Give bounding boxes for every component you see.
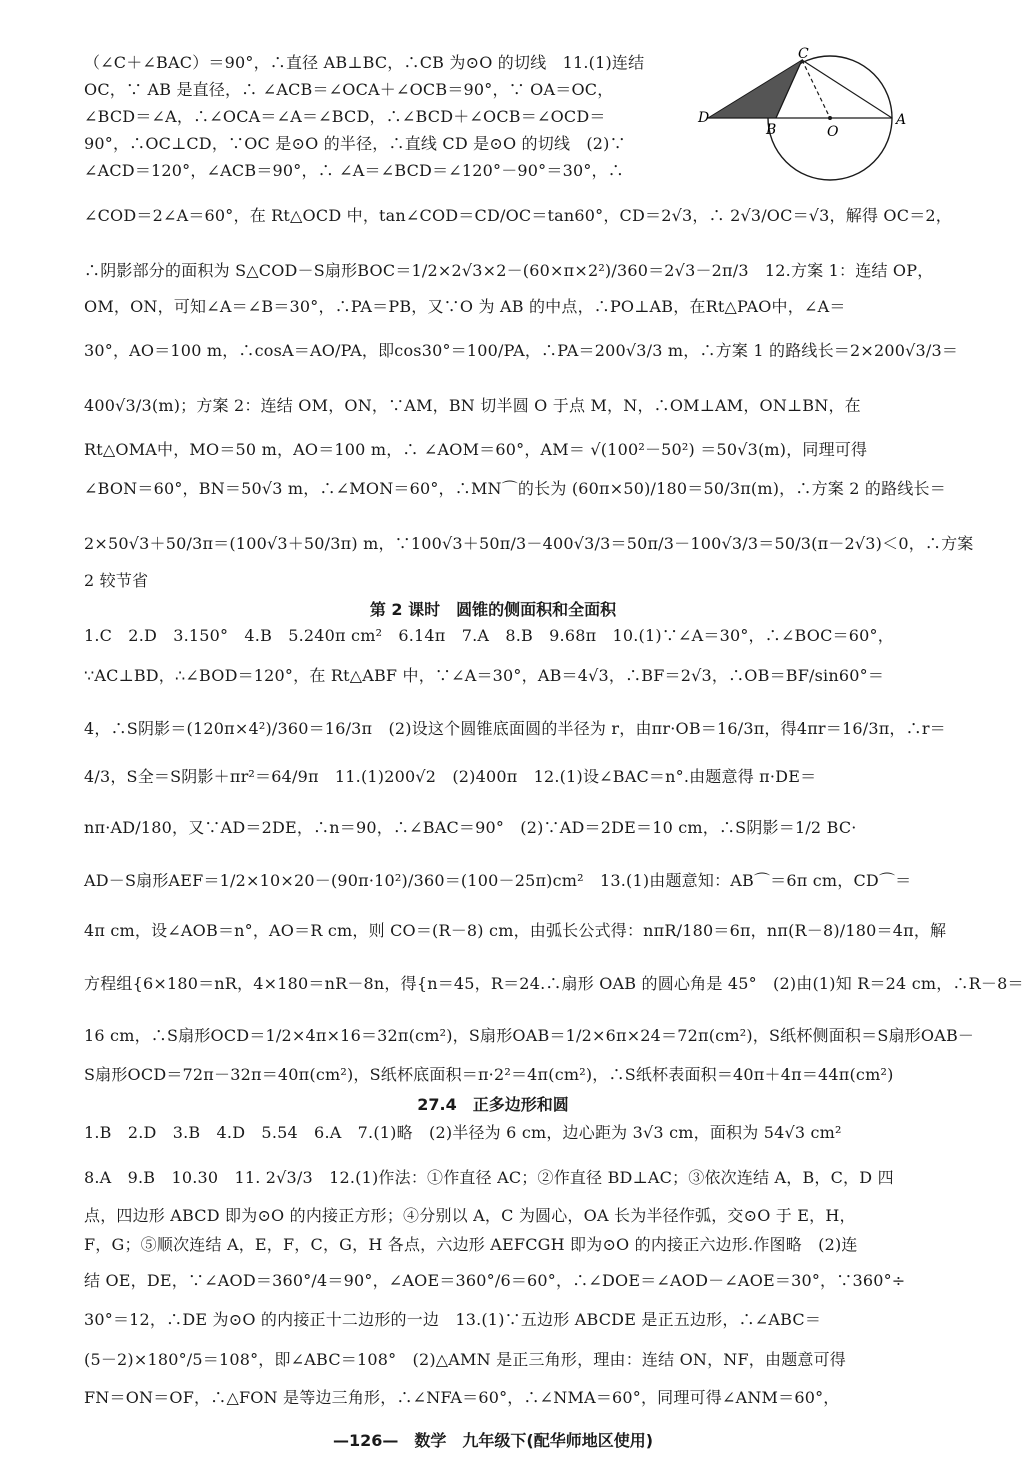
text-line: ∠ACD＝120°，∠ACB＝90°，∴ ∠A＝∠BCD＝∠120°－90°＝30°，∴ xyxy=(84,161,624,180)
text-line: 4π cm，设∠AOB＝n°，AO＝R cm，则 CO＝(R－8) cm，由弧长公式得：nπR/180＝6π，nπ(R－8)/180＝4π，解 xyxy=(84,921,947,940)
text-line: ∠COD＝2∠A＝60°，在 Rt△OCD 中，tan∠COD＝CD/OC＝tan60°，CD＝2√3，∴ 2√3/OC＝√3，解得 OC＝2， xyxy=(84,206,952,225)
text-line: 16 cm，∴S扇形OCD＝1/2×4π×16＝32π(cm²)，S扇形OAB＝1/2×6π×24＝72π(cm²)，S纸杯侧面积＝S扇形OAB－ xyxy=(84,1026,975,1045)
text-line: 400√3/3(m)；方案 2：连结 OM，ON，∵AM，BN 切半圆 O 于点 M，N，∴OM⊥AM，ON⊥BN，在 xyxy=(84,396,861,415)
text-line: nπ·AD/180，又∵AD＝2DE，∴n＝90，∴∠BAC＝90° (2)∵AD＝2DE＝10 cm，∴S阴影＝1/2 BC· xyxy=(84,818,857,837)
text-line: (5－2)×180°/5＝108°，即∠ABC＝108° (2)△AMN 是正三角形，理由：连结 ON，NF，由题意可得 xyxy=(84,1350,846,1369)
text-line: 4/3，S全＝S阴影＋πr²＝64/9π 11.(1)200√2 (2)400π 12.(1)设∠BAC＝n°.由题意得 π·DE＝ xyxy=(84,767,817,786)
text-line: 4，∴S阴影＝(120π×4²)/360＝16/3π (2)设这个圆锥底面圆的半径为 r，由πr·OB＝16/3π，得4πr＝16/3π，∴r＝ xyxy=(84,719,946,738)
text-line: 30°＝12，∴DE 为⊙O 的内接正十二边形的一边 13.(1)∵五边形 ABCDE 是正五边形，∴∠ABC＝ xyxy=(84,1310,822,1329)
text-line: FN＝ON＝OF，∴△FON 是等边三角形，∴∠NFA＝60°，∴∠NMA＝60°，同理可得∠ANM＝60°， xyxy=(84,1388,840,1407)
text-line: 2×50√3＋50/3π＝(100√3＋50/3π) m，∵100√3＋50π/3－400√3/3＝50π/3－100√3/3＝50/3(π－2√3)＜0，∴方案 xyxy=(84,534,974,553)
text-line: 1.C 2.D 3.150° 4.B 5.240π cm² 6.14π 7.A 8.B 9.68π 10.(1)∵∠A＝30°，∴∠BOC＝60°， xyxy=(84,626,894,645)
text-line: 90°，∴OC⊥CD，∵OC 是⊙O 的半径，∴直线 CD 是⊙O 的切线 (2)∵ xyxy=(84,134,626,153)
lesson-heading: 第 2 课时 圆锥的侧面积和全面积 xyxy=(369,600,617,619)
text-line: AD－S扇形AEF＝1/2×10×20－(90π·10²)/360＝(100－25π)cm² 13.(1)由题意知：AB⌒＝6π cm，CD⌒＝ xyxy=(84,871,912,890)
label-c: C xyxy=(798,46,809,62)
text-line: ∠BON＝60°，BN＝50√3 m，∴∠MON＝60°，∴MN⌒的长为 (60π×50)/180＝50/3π(m)，∴方案 2 的路线长＝ xyxy=(84,479,946,498)
text-line: 方程组{6×180＝nR，4×180＝nR－8n，得{n＝45，R＝24.∴扇形 OAB 的圆心角是 45° (2)由(1)知 R＝24 cm，∴R－8＝ xyxy=(84,974,1024,993)
text-line: 8.A 9.B 10.30 11. 2√3/3 12.(1)作法：①作直径 AC；②作直径 BD⊥AC；③依次连结 A，B，C，D 四 xyxy=(84,1168,894,1187)
label-d: D xyxy=(698,110,710,126)
text-line: ∠BCD＝∠A，∴∠OCA＝∠A＝∠BCD，∴∠BCD＋∠OCB＝∠OCD＝ xyxy=(84,107,606,126)
text-line: F，G；⑤顺次连结 A，E，F，C，G，H 各点，六边形 AEFCGH 即为⊙O 的内接正六边形.作图略 (2)连 xyxy=(84,1235,858,1254)
text-line: OM，ON，可知∠A＝∠B＝30°，∴PA＝PB，又∵O 为 AB 的中点，∴PO⊥AB，在Rt△PAO中，∠A＝ xyxy=(84,297,846,316)
label-o: O xyxy=(827,124,839,140)
text-line: 2 较节省 xyxy=(84,571,149,590)
text-line: S扇形OCD＝72π－32π＝40π(cm²)，S纸杯底面积＝π·2²＝4π(cm²)，∴S纸杯表面积＝40π＋4π＝44π(cm²) xyxy=(84,1065,894,1084)
text-line: ∵AC⊥BD，∴∠BOD＝120°，在 Rt△ABF 中，∵∠A＝30°，AB＝4√3，∴BF＝2√3，∴OB＝BF/sin60°＝ xyxy=(84,666,885,685)
section-heading: 27.4 正多边形和圆 xyxy=(417,1095,569,1114)
text-line: Rt△OMA中，MO＝50 m，AO＝100 m，∴ ∠AOM＝60°，AM＝ √(100²－50²) ＝50√3(m)，同理可得 xyxy=(84,440,868,459)
text-line: ∴阴影部分的面积为 S△COD－S扇形BOC＝1/2×2√3×2－(60×π×2²)/360＝2√3－2π/3 12.方案 1：连结 OP， xyxy=(84,261,934,280)
text-line: OC，∵ AB 是直径，∴ ∠ACB＝∠OCA＋∠OCB＝90°，∵ OA＝OC， xyxy=(84,80,614,99)
page-footer: —126— 数学 九年级下(配华师地区使用) xyxy=(332,1431,654,1450)
text-line: 30°，AO＝100 m，∴cosA＝AO/PA，即cos30°＝100/PA，∴PA＝200√3/3 m，∴方案 1 的路线长＝2×200√3/3＝ xyxy=(84,341,959,360)
text-line: 结 OE，DE，∵∠AOD＝360°/4＝90°，∠AOE＝360°/6＝60°，∴∠DOE＝∠AOD－∠AOE＝30°，∵360°÷ xyxy=(84,1271,906,1290)
text-line: 点，四边形 ABCD 即为⊙O 的内接正方形；④分别以 A，C 为圆心，OA 长为半径作弧，交⊙O 于 E，H， xyxy=(84,1206,856,1225)
label-a: A xyxy=(896,112,907,128)
text-line: （∠C＋∠BAC）＝90°，∴直径 AB⊥BC，∴CB 为⊙O 的切线 11.(1)连结 xyxy=(84,53,645,72)
text-line: 1.B 2.D 3.B 4.D 5.54 6.A 7.(1)略 (2)半径为 6 cm，边心距为 3√3 cm，面积为 54√3 cm² xyxy=(84,1123,842,1142)
label-b: B xyxy=(766,122,777,138)
circle-tangent-figure xyxy=(700,48,920,198)
